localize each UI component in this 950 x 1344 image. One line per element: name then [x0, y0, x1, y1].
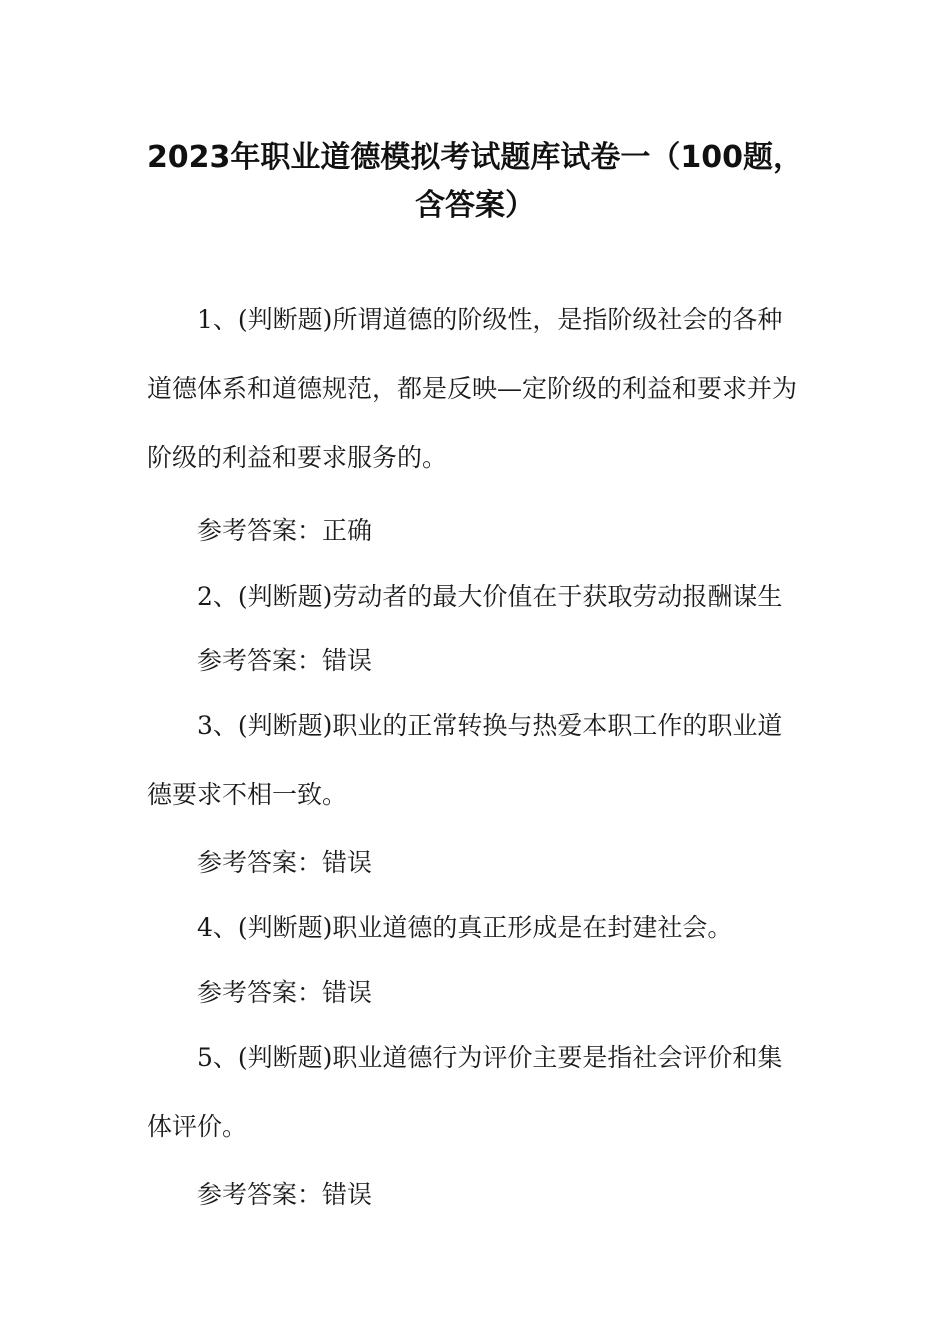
question-4 [147, 910, 817, 979]
question-2-line-1: 2、(判断题)劳动者的最大价值在于获取劳动报酬谋生 [197, 582, 783, 611]
question-1-line-3: 阶级的利益和要求服务的。 [147, 443, 448, 472]
document-title [100, 134, 850, 230]
question-5-line-1: 5、(判断题)职业道德行为评价主要是指社会评价和集 [197, 1043, 783, 1072]
question-2 [147, 579, 817, 648]
answer-4: 参考答案：错误 [197, 978, 373, 1007]
question-3-line-1: 3、(判断题)职业的正常转换与热爱本职工作的职业道 [197, 711, 783, 740]
question-1-line-1: 1、(判断题)所谓道德的阶级性，是指阶级社会的各种 [197, 305, 783, 334]
answer-2: 参考答案：错误 [197, 646, 373, 675]
question-4-line-1: 4、(判断题)职业道德的真正形成是在封建社会。 [197, 913, 733, 942]
question-1-line-2: 道德体系和道德规范，都是反映—定阶级的利益和要求并为 [147, 374, 798, 403]
question-1 [147, 302, 817, 509]
title-line-1: 2023年职业道德模拟考试题库试卷一（100题， [146, 140, 804, 175]
answer-5: 参考答案：错误 [197, 1180, 373, 1209]
question-3 [147, 708, 817, 846]
question-5-line-2: 体评价。 [147, 1112, 248, 1141]
question-3-line-2: 德要求不相一致。 [147, 780, 348, 809]
answer-3: 参考答案：错误 [197, 848, 373, 877]
question-5 [147, 1040, 817, 1178]
answer-1: 参考答案：正确 [197, 516, 373, 545]
title-line-2: 含答案） [415, 188, 535, 223]
